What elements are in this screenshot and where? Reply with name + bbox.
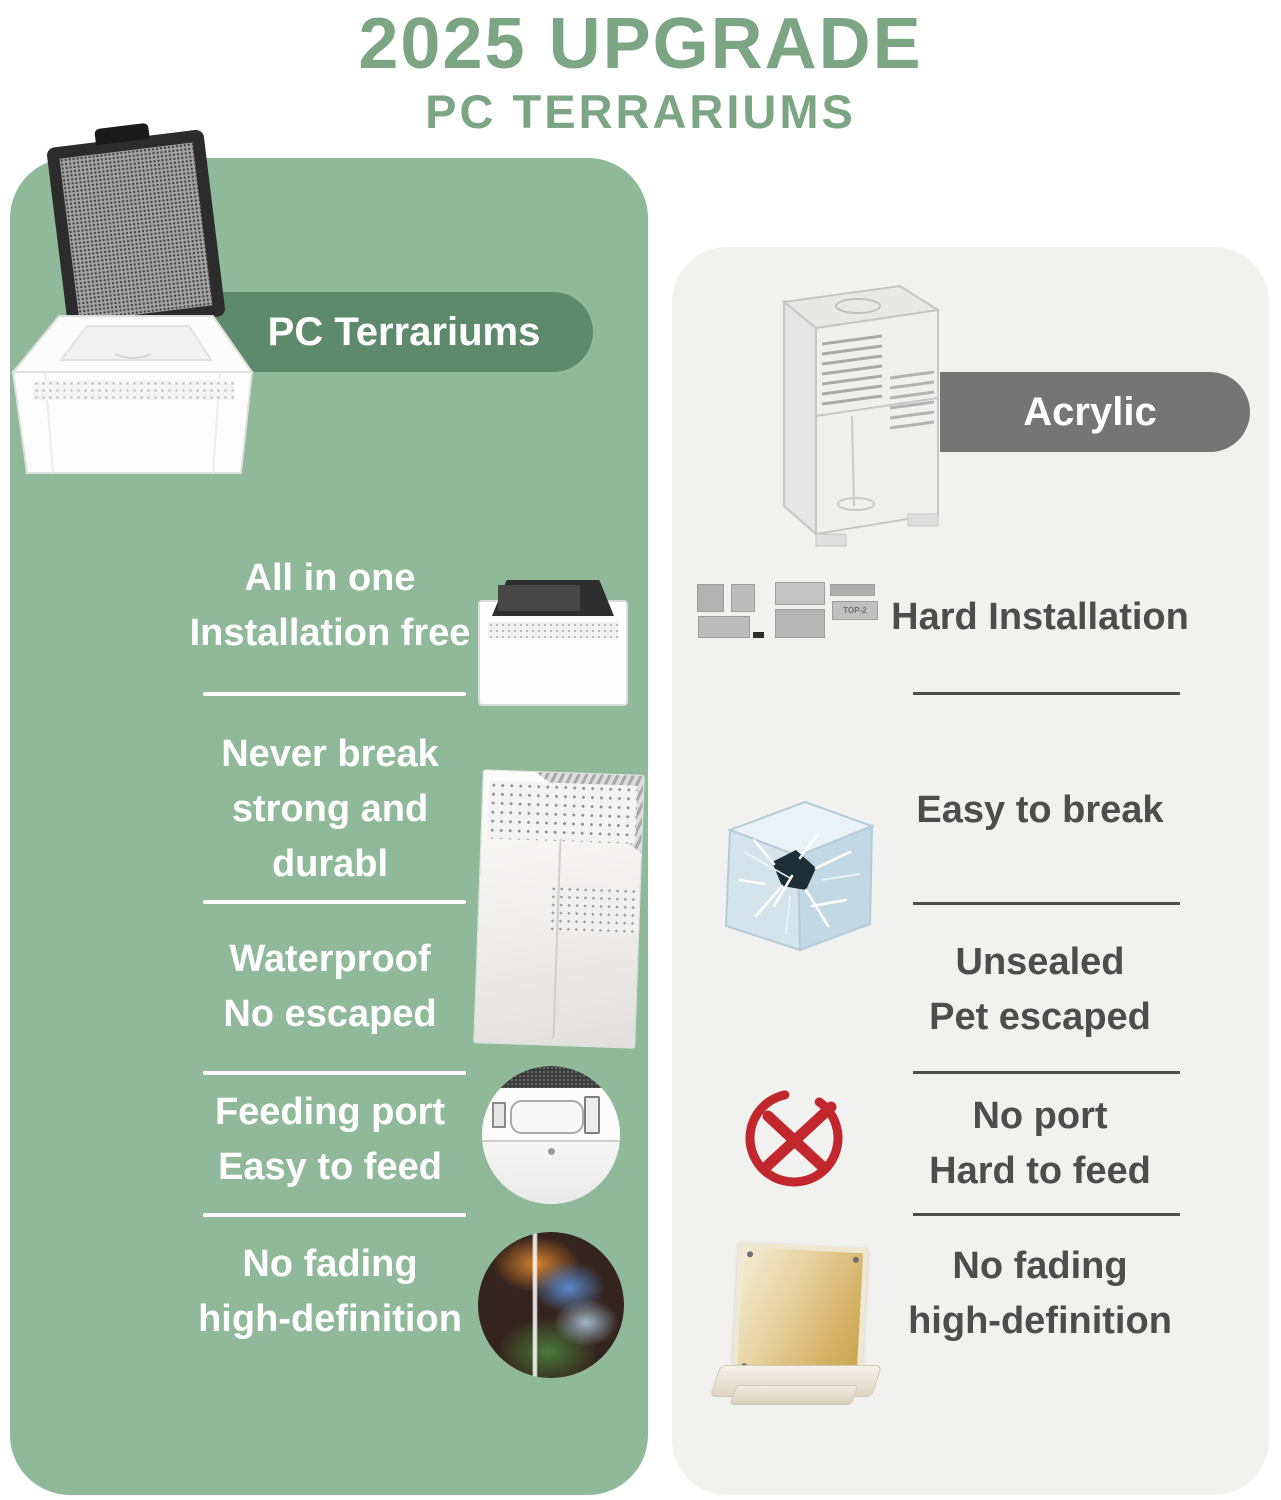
pc-terrarium-photo <box>5 128 260 480</box>
divider <box>203 1071 466 1075</box>
feature-no-fading: No fading high-definition <box>198 1243 462 1340</box>
drawback-easy-to-break: Easy to break <box>916 789 1164 831</box>
mesh-lid-icon <box>46 129 226 335</box>
divider <box>913 1213 1180 1216</box>
pc-terrariums-badge: PC Terrariums <box>215 292 593 372</box>
divider <box>203 900 466 904</box>
divider <box>913 1071 1180 1074</box>
feature-all-in-one: All in one Installation free <box>189 557 471 654</box>
feature-never-break: Never break strong and durabl <box>221 733 439 885</box>
feature-feeding-port: Feeding port Easy to feed <box>214 1091 446 1188</box>
cracked-cube-photo <box>700 788 895 956</box>
feature-waterproof: Waterproof No escaped <box>223 938 437 1035</box>
divider <box>203 1213 466 1217</box>
yellowed-frame-photo <box>715 1245 880 1420</box>
no-symbol-icon <box>738 1082 850 1194</box>
drawback-hard-installation: Hard Installation <box>891 596 1189 638</box>
parts-top-label: TOP-2 <box>832 601 878 620</box>
divider <box>203 692 466 696</box>
divider <box>913 692 1180 695</box>
acrylic-parts-photo <box>695 580 890 644</box>
feeding-port-photo <box>482 1066 620 1204</box>
page-title: 2025 UPGRADE <box>358 4 923 84</box>
drawback-fading: No fading high-definition <box>908 1245 1172 1342</box>
closed-terrarium-photo <box>478 580 628 705</box>
page-subtitle: PC TERRARIUMS <box>425 85 856 138</box>
acrylic-terrarium-photo <box>752 266 957 558</box>
divider <box>913 902 1180 905</box>
header <box>0 0 1281 138</box>
vent-closeup-photo <box>473 769 644 1048</box>
drawback-unsealed: Unsealed Pet escaped <box>929 941 1151 1038</box>
chameleon-photo <box>478 1232 624 1378</box>
drawback-no-port: No port Hard to feed <box>929 1095 1151 1192</box>
acrylic-badge: Acrylic <box>940 372 1250 452</box>
